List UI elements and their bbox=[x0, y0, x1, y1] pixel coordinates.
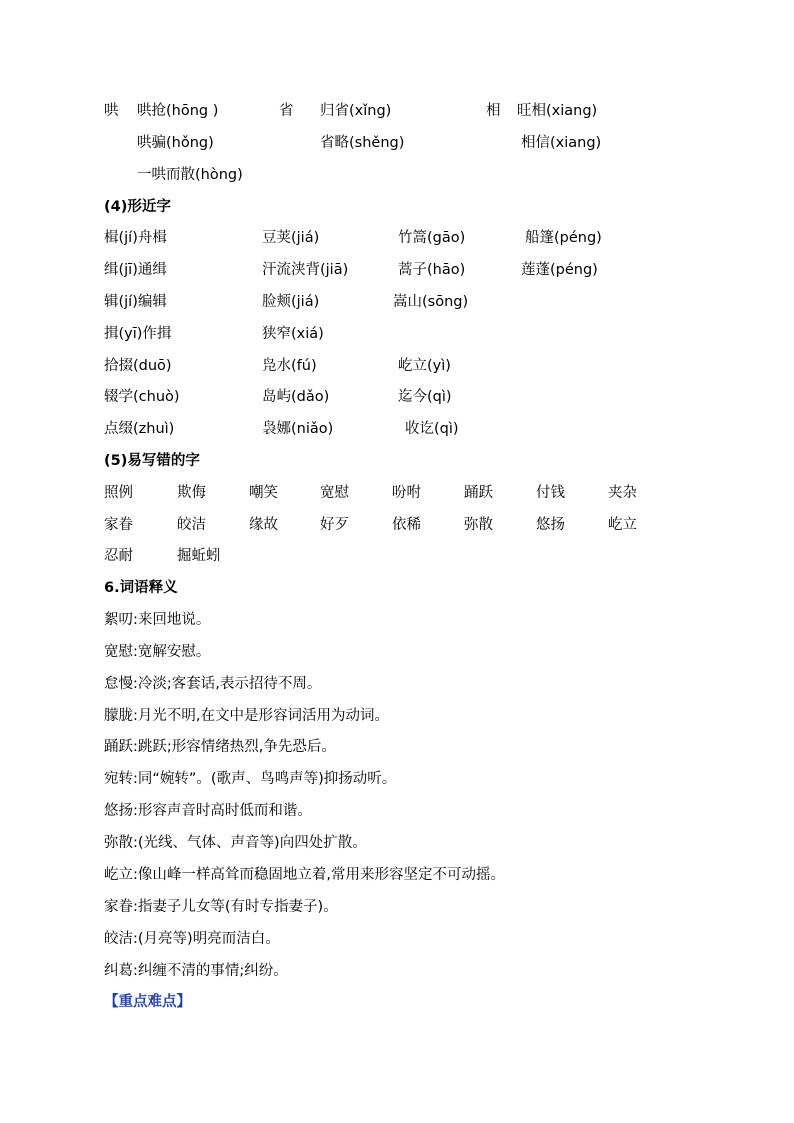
glossary-entry: 纠葛:纠缠不清的事情;纠纷。 bbox=[104, 963, 288, 979]
similar-word: 点缀(zhuì) bbox=[104, 421, 175, 437]
glossary-entry: 家眷:指妻子儿女等(有时专指妻子)。 bbox=[104, 899, 338, 915]
misspell-word: 缘故 bbox=[249, 517, 278, 533]
similar-word: 蒿子(hāo) bbox=[398, 262, 466, 278]
similar-word: 凫水(fú) bbox=[262, 358, 317, 374]
misspell-word: 皎洁 bbox=[177, 517, 206, 533]
misspell-word: 悠扬 bbox=[536, 517, 565, 533]
misspell-word: 嘲笑 bbox=[249, 485, 278, 501]
polyphone-word: 旺相(xiang) bbox=[517, 103, 598, 119]
misspell-word: 好歹 bbox=[320, 517, 349, 533]
glossary-entry: 踊跃:跳跃;形容情绪热烈,争先恐后。 bbox=[104, 739, 336, 755]
polyphone-char: 相 bbox=[486, 103, 501, 119]
similar-word: 莲蓬(péng) bbox=[521, 262, 598, 278]
section-heading: 6.词语释义 bbox=[104, 580, 178, 596]
polyphone-char: 省 bbox=[279, 103, 294, 119]
glossary-entry: 皎洁:(月亮等)明亮而洁白。 bbox=[104, 931, 280, 947]
polyphone-word: 一哄而散(hòng) bbox=[137, 167, 243, 183]
similar-word: 豆荚(jiá) bbox=[262, 230, 320, 246]
glossary-entry: 屹立:像山峰一样高耸而稳固地立着,常用来形容坚定不可动摇。 bbox=[104, 867, 505, 883]
misspell-word: 依稀 bbox=[392, 517, 421, 533]
similar-word: 拾掇(duō) bbox=[104, 358, 172, 374]
similar-word: 辑(jí)编辑 bbox=[104, 294, 167, 310]
misspell-word: 宽慰 bbox=[320, 485, 349, 501]
section-heading: (5)易写错的字 bbox=[104, 453, 200, 469]
similar-word: 楫(jí)舟楫 bbox=[104, 230, 167, 246]
misspell-word: 踊跃 bbox=[464, 485, 493, 501]
misspell-word: 家眷 bbox=[104, 517, 133, 533]
similar-word: 辍学(chuò) bbox=[104, 389, 180, 405]
glossary-entry: 悠扬:形容声音时高时低而和谐。 bbox=[104, 803, 312, 819]
misspell-word: 欺侮 bbox=[177, 485, 206, 501]
glossary-entry: 朦胧:月光不明,在文中是形容词活用为动词。 bbox=[104, 708, 389, 724]
misspell-word: 照例 bbox=[104, 485, 133, 501]
similar-word: 船篷(péng) bbox=[525, 230, 602, 246]
misspell-word: 弥散 bbox=[464, 517, 493, 533]
similar-word: 嵩山(sōng) bbox=[393, 294, 469, 310]
polyphone-word: 省略(shěng) bbox=[320, 135, 405, 151]
similar-word: 收讫(qì) bbox=[405, 421, 459, 437]
similar-word: 揖(yī)作揖 bbox=[104, 326, 172, 342]
misspell-word: 吩咐 bbox=[392, 485, 421, 501]
section-heading: (4)形近字 bbox=[104, 199, 171, 215]
similar-word: 脸颊(jiá) bbox=[262, 294, 320, 310]
similar-word: 狭窄(xiá) bbox=[262, 326, 324, 342]
similar-word: 屹立(yì) bbox=[398, 358, 451, 374]
misspell-word: 付钱 bbox=[536, 485, 565, 501]
glossary-entry: 怠慢:冷淡;客套话,表示招待不周。 bbox=[104, 676, 322, 692]
polyphone-word: 相信(xiang) bbox=[521, 135, 602, 151]
polyphone-char: 哄 bbox=[104, 103, 119, 119]
similar-word: 袅娜(niǎo) bbox=[262, 421, 334, 437]
glossary-entry: 宽慰:宽解安慰。 bbox=[104, 644, 211, 660]
polyphone-word: 哄骗(hǒng) bbox=[137, 135, 214, 151]
glossary-entry: 絮叨:来回地说。 bbox=[104, 612, 211, 628]
misspell-word: 夹杂 bbox=[608, 485, 637, 501]
misspell-word: 掘蚯蚓 bbox=[177, 548, 221, 564]
glossary-entry: 弥散:(光线、气体、声音等)向四处扩散。 bbox=[104, 835, 367, 851]
polyphone-word: 归省(xǐng) bbox=[320, 103, 392, 119]
glossary-entry: 宛转:同“婉转”。(歌声、鸟鸣声等)抑扬动听。 bbox=[104, 771, 397, 787]
similar-word: 岛屿(dǎo) bbox=[262, 389, 330, 405]
similar-word: 缉(jī)通缉 bbox=[104, 262, 167, 278]
similar-word: 迄今(qì) bbox=[398, 389, 452, 405]
similar-word: 竹篙(gāo) bbox=[398, 230, 466, 246]
misspell-word: 屹立 bbox=[608, 517, 637, 533]
misspell-word: 忍耐 bbox=[104, 548, 133, 564]
key-points-heading: 【重点难点】 bbox=[104, 994, 191, 1010]
similar-word: 汗流浃背(jiā) bbox=[262, 262, 349, 278]
polyphone-word: 哄抢(hōng ) bbox=[137, 103, 219, 119]
